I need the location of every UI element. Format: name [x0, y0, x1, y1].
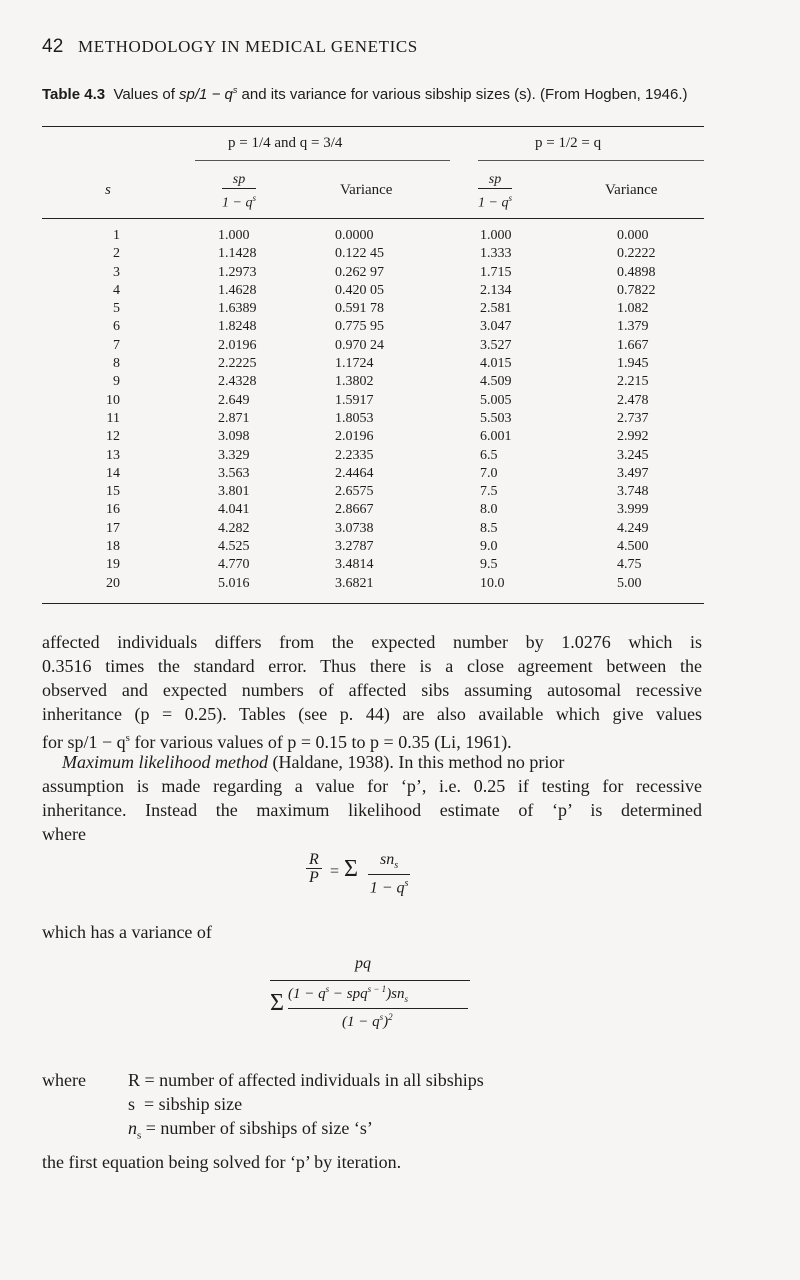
- final-line: the first equation being solved for ‘p’ by iteration.: [42, 1152, 402, 1172]
- table-cell: 3.563: [218, 465, 250, 481]
- page-number: 42: [42, 36, 64, 57]
- running-head: [42, 36, 418, 58]
- table-cell: 6.001: [480, 429, 512, 445]
- table-cell: 1.1428: [218, 246, 257, 262]
- table-cell: 2.871: [218, 410, 250, 426]
- table-cell: 2.737: [617, 410, 649, 426]
- table-cell: 0.775 95: [335, 319, 384, 335]
- table-cell: 4.75: [617, 557, 642, 573]
- table-cell: 4.770: [218, 557, 250, 573]
- table-cell: 0.970 24: [335, 337, 384, 353]
- paragraph-2: Maximum likelihood method (Haldane, 1938). In this method no prior assumption is made regarding a value for ‘p’, i.e. 0.25 if testing for recessive inheritance. Instead the maximum likelihood estimate of ‘p’ is determined where: [42, 752, 702, 844]
- table-cell: 3.527: [480, 337, 512, 353]
- column-ratio-2: [480, 227, 512, 593]
- column-sibship-size: [90, 227, 120, 593]
- table-cell: 3.497: [617, 465, 649, 481]
- table-cell: 5.016: [218, 575, 250, 591]
- table-cell: 4.249: [617, 520, 649, 536]
- sum-symbol: Σ: [344, 856, 358, 882]
- cell-s: 16: [106, 502, 120, 518]
- cell-s: 19: [106, 557, 120, 573]
- table-header-rule: [42, 218, 704, 219]
- table-cell: 9.0: [480, 539, 498, 555]
- table-cell: 5.503: [480, 410, 512, 426]
- table-cell: 1.000: [218, 228, 250, 243]
- table-cell: 1.945: [617, 356, 649, 372]
- table-cell: 0.262 97: [335, 264, 384, 280]
- table-cell: 3.6821: [335, 575, 374, 591]
- table-cell: 4.015: [480, 356, 512, 372]
- table-cell: 2.8667: [335, 502, 374, 518]
- group-header-1: p = 1/4 and q = 3/4: [228, 135, 343, 151]
- table-cell: 3.999: [617, 502, 649, 518]
- column-variance-2: [617, 227, 656, 593]
- group-header-2: p = 1/2 = q: [535, 135, 602, 151]
- running-title: METHODOLOGY IN MEDICAL GENETICS: [78, 37, 418, 56]
- table-cell: 1.8248: [218, 319, 257, 335]
- table-cell: 2.4464: [335, 465, 374, 481]
- cell-s: 1: [113, 228, 120, 243]
- table-cell: 2.478: [617, 392, 649, 408]
- table-cell: 3.329: [218, 447, 250, 463]
- table-cell: 8.5: [480, 520, 498, 536]
- table-cell: 1.1724: [335, 356, 374, 372]
- cell-s: 6: [113, 319, 120, 335]
- table-cell: 1.082: [617, 301, 649, 317]
- table-cell: 2.0196: [218, 337, 257, 353]
- table-label: Table 4.3: [42, 86, 106, 103]
- table-cell: 0.420 05: [335, 282, 384, 298]
- table-cell: 3.047: [480, 319, 512, 335]
- table-cell: 1.8053: [335, 410, 374, 426]
- table-cell: 3.098: [218, 429, 250, 445]
- table-cell: 1.4628: [218, 282, 257, 298]
- definitions-list: R = number of affected individuals in all sibships s = sibship size $n_s$ = number of sibships of size ‘s’: [128, 1070, 484, 1142]
- table-cell: 4.525: [218, 539, 250, 555]
- cell-s: 13: [106, 447, 120, 463]
- table-cell: 0.0000: [335, 228, 374, 243]
- table-cell: 8.0: [480, 502, 498, 518]
- table-cell: 1.715: [480, 264, 512, 280]
- column-ratio-1: [218, 227, 257, 593]
- table-cell: 2.2225: [218, 356, 257, 372]
- table-cell: 4.041: [218, 502, 250, 518]
- table-cell: 1.667: [617, 337, 649, 353]
- table-cell: 2.134: [480, 282, 512, 298]
- table-cell: 2.649: [218, 392, 250, 408]
- table-cell: 3.0738: [335, 520, 374, 536]
- cell-s: 18: [106, 539, 120, 555]
- table-cell: 3.2787: [335, 539, 374, 555]
- method-heading: Maximum likelihood method: [62, 752, 268, 772]
- cell-s: 14: [106, 465, 120, 481]
- cell-s: 20: [106, 575, 120, 591]
- variance-line: which has a variance of: [42, 922, 212, 942]
- table-caption: Table 4.3 Values of $sp/1 - q^s$ and its variance for various sibship sizes (s). (From Hogben, 1946.): [42, 85, 688, 103]
- table-cell: 0.122 45: [335, 246, 384, 262]
- table-cell: 0.7822: [617, 282, 656, 298]
- table-cell: 2.215: [617, 374, 649, 390]
- col-header-s: s: [105, 182, 111, 198]
- table-cell: 7.5: [480, 484, 498, 500]
- table-cell: 1.333: [480, 246, 512, 262]
- table-cell: 1.5917: [335, 392, 374, 408]
- table-cell: 0.2222: [617, 246, 656, 262]
- cell-s: 12: [106, 429, 120, 445]
- table-cell: 3.748: [617, 484, 649, 500]
- cell-s: 10: [106, 392, 120, 408]
- col-header-variance-2: Variance: [605, 182, 658, 198]
- table-cell: 1.6389: [218, 301, 257, 317]
- table-cell: 9.5: [480, 557, 498, 573]
- table-cell: 2.2335: [335, 447, 374, 463]
- table-cell: 3.801: [218, 484, 250, 500]
- table-cell: 2.992: [617, 429, 649, 445]
- table-cell: 1.2973: [218, 264, 257, 280]
- table-cell: 1.3802: [335, 374, 374, 390]
- table-cell: 2.0196: [335, 429, 374, 445]
- definitions-where: where: [42, 1070, 86, 1090]
- paragraph-1: affected individuals differs from the expected number by 1.0276 which is 0.3516 times the standard error. Thus there is a close agreement between the observed and expected numbers of affected sibs assuming autosomal recessive inheritance (p = 0.25). Tables (see p. 44) are also available which give values for $sp/1 - q^s$ for various values of p = 0.15 to p = 0.35 (Li, 1961).: [42, 632, 702, 752]
- table-cell: 4.282: [218, 520, 250, 536]
- table-cell: 2.6575: [335, 484, 374, 500]
- table-cell: 6.5: [480, 447, 498, 463]
- table-cell: 0.4898: [617, 264, 656, 280]
- table-top-rule: [42, 126, 704, 127]
- col-header-ratio-1: $\frac{sp}{1 - q^s}$: [222, 172, 256, 211]
- table-cell: 5.00: [617, 575, 642, 591]
- table-cell: 3.245: [617, 447, 649, 463]
- table-cell: 1.379: [617, 319, 649, 335]
- table-cell: 3.4814: [335, 557, 374, 573]
- cell-s: 7: [113, 337, 120, 353]
- cell-s: 4: [113, 282, 120, 298]
- table-cell: 4.500: [617, 539, 649, 555]
- cell-s: 8: [113, 356, 120, 372]
- cell-s: 9: [113, 374, 120, 390]
- group-rule-2: [478, 160, 704, 161]
- table-cell: 4.509: [480, 374, 512, 390]
- table-cell: 2.4328: [218, 374, 257, 390]
- table-cell: 0.591 78: [335, 301, 384, 317]
- table-cell: 0.000: [617, 228, 649, 243]
- table-cell: 2.581: [480, 301, 512, 317]
- cell-s: 17: [106, 520, 120, 536]
- col-header-ratio-2: $\frac{sp}{1 - q^s}$: [478, 172, 512, 211]
- table-cell: 7.0: [480, 465, 498, 481]
- cell-s: 2: [113, 246, 120, 262]
- table-cell: 10.0: [480, 575, 505, 591]
- column-variance-1: [335, 227, 384, 593]
- cell-s: 11: [106, 410, 120, 426]
- sum-symbol-2: Σ: [270, 990, 284, 1016]
- col-header-variance-1: Variance: [340, 182, 393, 198]
- cell-s: 15: [106, 484, 120, 500]
- table-cell: 1.000: [480, 228, 512, 243]
- cell-s: 5: [113, 301, 120, 317]
- cell-s: 3: [113, 264, 120, 280]
- group-rule-1: [195, 160, 450, 161]
- table-bottom-rule: [42, 603, 704, 604]
- table-cell: 5.005: [480, 392, 512, 408]
